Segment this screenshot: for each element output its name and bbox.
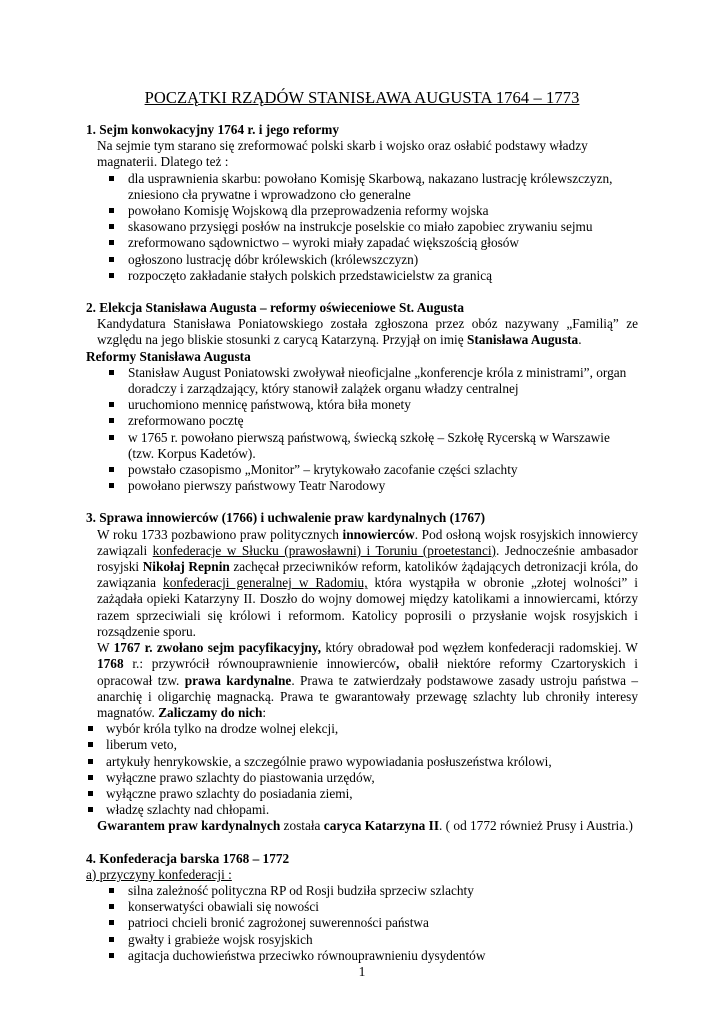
list-item: władzę szlachty nad chłopami. bbox=[86, 802, 638, 818]
underlined-text: konfederacje w Słucku (prawosławni) i Toruniu (proetestanci) bbox=[152, 542, 496, 558]
section-3-paragraph-2 bbox=[86, 640, 638, 721]
underlined-text: konfederacji generalnej w Radomiu, bbox=[163, 575, 368, 591]
list-item: powstało czasopismo „Monitor” – krytykowało zacofanie części szlachty bbox=[86, 462, 638, 478]
bold-text: 1767 r. zwołano sejm pacyfikacyjny, bbox=[113, 640, 322, 656]
bold-text: caryca Katarzyna II bbox=[323, 818, 440, 834]
guarantor-line bbox=[86, 818, 638, 834]
list-item: agitacja duchowieństwa przeciwko równouprawnieniu dysydentów bbox=[86, 948, 638, 964]
section-1-list bbox=[86, 171, 638, 284]
section-4-list bbox=[86, 883, 638, 964]
list-item: patrioci chcieli bronić zagrożonej suwerenności państwa bbox=[86, 915, 638, 931]
text: W roku 1733 pozbawiono praw politycznych bbox=[97, 526, 343, 542]
section-1-intro: Na sejmie tym starano się zreformować polski skarb i wojsko oraz osłabić podstawy władzy magnaterii. Dlatego też : bbox=[97, 138, 588, 170]
list-item: wyłączne prawo szlachty do posiadania ziemi, bbox=[86, 786, 638, 802]
section-4-heading: 4. Konfederacja barska 1768 – 1772 bbox=[86, 850, 290, 866]
text: który obradował pod węzłem konfederacji radomskiej. W bbox=[321, 640, 638, 656]
section-2-heading: 2. Elekcja Stanisława Augusta – reformy oświeceniowe St. Augusta bbox=[86, 300, 464, 316]
text: zachęcał przeciwników reform, katolików żądających detronizacji króla, do zawiązania bbox=[97, 559, 638, 591]
list-item: skasowano przysięgi posłów na instrukcje poselskie co miało zapobiec zrywaniu sejmu bbox=[86, 219, 638, 235]
text: . Jednocześnie ambasador rosyjski bbox=[97, 542, 638, 575]
text: która wystąpiła w obronie „złotej wolności” i zażądała opieki Katarzyny II. Doszło do wojny domowej między katolikami a innowiercami, którzy razem sprzeciwiali się królowi i reformom. Katolicy poprosili o przysłanie wojsk rosyjskich i rozsądzenie sporu. bbox=[97, 575, 638, 639]
section-3-list bbox=[86, 721, 638, 818]
list-item: konserwatyści obawiali się nowości bbox=[86, 899, 638, 915]
bold-text: innowierców bbox=[342, 526, 415, 542]
intro-text: Kandydatura Stanisława Poniatowskiego została zgłoszona przez obóz nazywany „Familią” ze względu na jego bliskie stosunki z carycą Katarzyną. Przyjął on imię bbox=[97, 316, 638, 348]
list-item: dla usprawnienia skarbu: powołano Komisję Skarbową, nakazano lustrację królewszczyzn, zniesiono cła prywatne i wprowadzono cło generalne bbox=[86, 171, 638, 203]
text: : bbox=[262, 704, 267, 720]
list-item: w 1765 r. powołano pierwszą państwową, świecką szkołę – Szkołę Rycerską w Warszawie (tzw. Korpus Kadetów). bbox=[86, 430, 638, 462]
list-item: zreformowano pocztę bbox=[86, 413, 638, 429]
section-4 bbox=[86, 851, 638, 964]
text: . ( od 1772 również Prusy i Austria.) bbox=[439, 818, 633, 834]
page-number: 1 bbox=[358, 964, 366, 979]
list-item: silna zależność polityczna RP od Rosji budziła sprzeciw szlachty bbox=[86, 883, 638, 899]
section-1-heading: 1. Sejm konwokacyjny 1764 r. i jego reformy bbox=[86, 122, 339, 137]
list-item: wyłączne prawo szlachty do piastowania urzędów, bbox=[86, 770, 638, 786]
section-1 bbox=[86, 122, 638, 284]
list-item: powołano Komisję Wojskową dla przeprowadzenia reformy wojska bbox=[86, 203, 638, 219]
section-3 bbox=[86, 510, 638, 834]
text: . Prawa te zatwierdzały podstawowe zasady ustroju państwa – anarchię i oligarchię magnacką. Prawa te gwarantowały przewagę szlachty lub chroniły interesy magnatów. bbox=[97, 672, 639, 720]
section-2 bbox=[86, 300, 638, 494]
list-item: ogłoszono lustrację dóbr królewskich (królewszczyzn) bbox=[86, 252, 638, 268]
text: W bbox=[97, 640, 114, 656]
intro-bold: Stanisława Augusta bbox=[466, 332, 579, 348]
bold-text: Nikołaj Repnin bbox=[142, 559, 230, 575]
bold-text: , bbox=[396, 656, 400, 672]
text: obalił niektóre reformy Czartoryskich i opracował tzw. bbox=[97, 656, 638, 688]
bold-text: Zaliczamy do nich bbox=[158, 704, 263, 720]
bold-text: prawa kardynalne bbox=[184, 672, 292, 688]
text: r.: przywrócił równouprawnienie innowierców bbox=[123, 656, 396, 672]
list-item: gwałty i grabieże wojsk rosyjskich bbox=[86, 932, 638, 948]
document-body bbox=[86, 122, 638, 980]
text: . Pod osłoną wojsk rosyjskich innowiercy zawiązali bbox=[97, 526, 638, 558]
section-3-heading: 3. Sprawa innowierców (1766) i uchwalenie praw kardynalnych (1767) bbox=[86, 510, 486, 526]
text: została bbox=[280, 818, 324, 834]
bold-text: 1768 bbox=[97, 656, 124, 672]
list-item: liberum veto, bbox=[86, 737, 638, 753]
list-item: artykuły henrykowskie, a szczególnie prawo wypowiadania posłuszeństwa królowi, bbox=[86, 754, 638, 770]
section-3-paragraph-1 bbox=[86, 527, 638, 640]
list-item: Stanisław August Poniatowski zwoływał nieoficjalne „konferencje króla z ministrami”, organ doradczy i zarządzający, który stanowił zalążek organu władzy centralnej bbox=[86, 365, 638, 397]
section-4-subheading bbox=[86, 867, 638, 883]
section-2-list bbox=[86, 365, 638, 495]
list-item: rozpoczęto zakładanie stałych polskich przedstawicielstw za granicą bbox=[86, 268, 638, 284]
intro-end: . bbox=[578, 332, 582, 348]
section-2-subheading: Reformy Stanisława Augusta bbox=[86, 348, 251, 364]
underlined-text: a) przyczyny konfederacji : bbox=[86, 866, 232, 882]
list-item: powołano pierwszy państwowy Teatr Narodowy bbox=[86, 478, 638, 494]
list-item: wybór króla tylko na drodze wolnej elekcji, bbox=[86, 721, 638, 737]
page-title: POCZĄTKI RZĄDÓW STANISŁAWA AUGUSTA 1764 – 1773 bbox=[144, 88, 580, 107]
bold-text: Gwarantem praw kardynalnych bbox=[97, 818, 281, 834]
section-2-intro bbox=[86, 316, 638, 348]
list-item: zreformowano sądownictwo – wyroki miały zapadać większością głosów bbox=[86, 235, 638, 251]
list-item: uruchomiono mennicę państwową, która biła monety bbox=[86, 397, 638, 413]
